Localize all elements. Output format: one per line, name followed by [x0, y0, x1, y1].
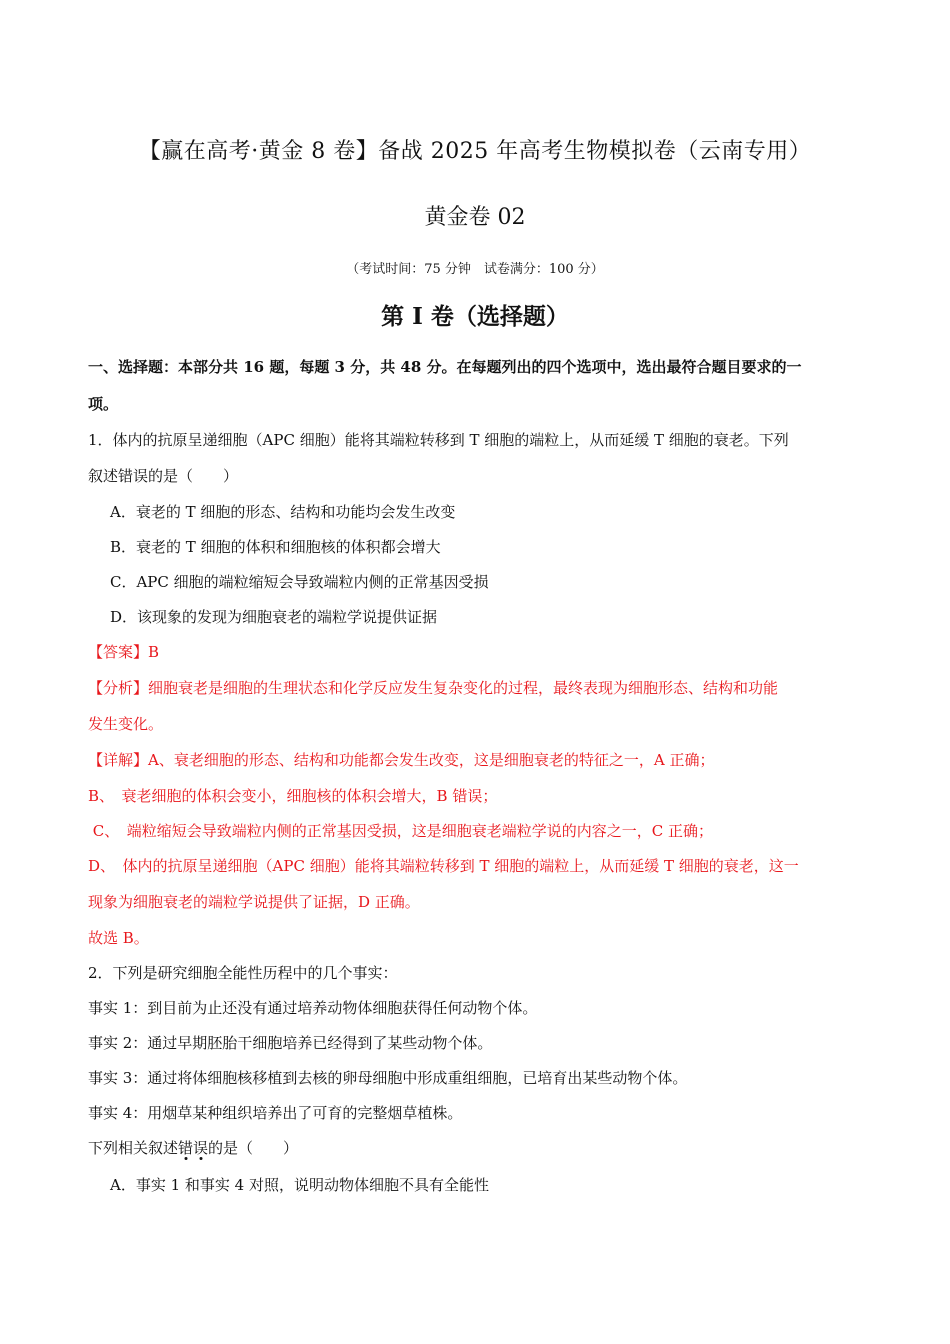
instructions-line-1: 一、选择题：本部分共 16 题，每题 3 分，共 48 分。在每题列出的四个选项中，选出最符合题目要求的一 — [88, 358, 802, 376]
instructions-line-2: 项。 — [88, 395, 119, 413]
analysis-text: 细胞衰老是细胞的生理状态和化学反应发生复杂变化的过程，最终表现为细胞形态、结构和功能 — [148, 679, 779, 697]
fact-4: 事实 4：用烟草某种组织培养出了可育的完整烟草植株。 — [88, 1104, 463, 1122]
question-2-option-a: A．事实 1 和事实 4 对照，说明动物体细胞不具有全能性 — [110, 1176, 489, 1194]
question-2-prompt-post: 的是（ ） — [208, 1139, 299, 1157]
answer-value: B — [148, 643, 160, 661]
analysis-line-2: 发生变化。 — [88, 715, 164, 733]
fact-2: 事实 2：通过早期胚胎干细胞培养已经得到了某些动物个体。 — [88, 1034, 493, 1052]
paper-main-title: 【赢在高考·黄金 8 卷】备战 2025 年高考生物模拟卷（云南专用） — [138, 139, 812, 164]
detail-line-d: D、 体内的抗原呈递细胞（APC 细胞）能将其端粒转移到 T 细胞的端粒上，从而延缓 T 细胞的衰老，这一 — [88, 857, 799, 875]
detail-line-c: C、 端粒缩短会导致端粒内侧的正常基因受损，这是细胞衰老端粒学说的内容之一，C 正确； — [88, 822, 713, 840]
detail-a-text: A、衰老细胞的形态、结构和功能都会发生改变，这是细胞衰老的特征之一，A 正确； — [148, 751, 715, 769]
paper-sub-title: 黄金卷 02 — [424, 205, 526, 230]
question-1-option-a: A．衰老的 T 细胞的形态、结构和功能均会发生改变 — [110, 503, 456, 521]
emphasis-char-2: 误 — [193, 1139, 208, 1157]
detail-line-b: B、 衰老细胞的体积会变小，细胞核的体积会增大，B 错误； — [88, 787, 498, 805]
emphasis-dot — [184, 1157, 187, 1160]
question-1-option-d: D．该现象的发现为细胞衰老的端粒学说提供证据 — [110, 608, 438, 626]
question-2-prompt-pre: 下列相关叙述 — [88, 1139, 179, 1157]
emphasis-char-1: 错 — [178, 1139, 193, 1157]
conclusion-line: 故选 B。 — [88, 929, 149, 947]
detail-tag: 【详解】 — [88, 751, 149, 769]
exam-info: （考试时间：75 分钟 试卷满分：100 分） — [346, 262, 604, 277]
question-2-prompt — [88, 1138, 298, 1158]
detail-line-a — [88, 750, 714, 770]
question-1-stem: 1．体内的抗原呈递细胞（APC 细胞）能将其端粒转移到 T 细胞的端粒上，从而延缓 T 细胞的衰老。下列 — [88, 431, 789, 449]
answer-line — [88, 642, 159, 662]
question-1-stem-cont: 叙述错误的是（ ） — [88, 467, 239, 485]
fact-3: 事实 3：通过将体细胞核移植到去核的卵母细胞中形成重组细胞，已培育出某些动物个体。 — [88, 1069, 688, 1087]
answer-tag: 【答案】 — [88, 643, 149, 661]
section-title: 第 I 卷（选择题） — [381, 303, 569, 330]
question-1-option-b: B．衰老的 T 细胞的体积和细胞核的体积都会增大 — [110, 538, 441, 556]
question-2-stem: 2．下列是研究细胞全能性历程中的几个事实： — [88, 964, 398, 982]
emphasis-dot — [199, 1157, 202, 1160]
analysis-line-1 — [88, 678, 778, 698]
fact-1: 事实 1：到目前为止还没有通过培养动物体细胞获得任何动物个体。 — [88, 999, 538, 1017]
analysis-tag: 【分析】 — [88, 679, 149, 697]
question-1-option-c: C．APC 细胞的端粒缩短会导致端粒内侧的正常基因受损 — [110, 573, 489, 591]
detail-line-d-cont: 现象为细胞衰老的端粒学说提供了证据，D 正确。 — [88, 893, 420, 911]
